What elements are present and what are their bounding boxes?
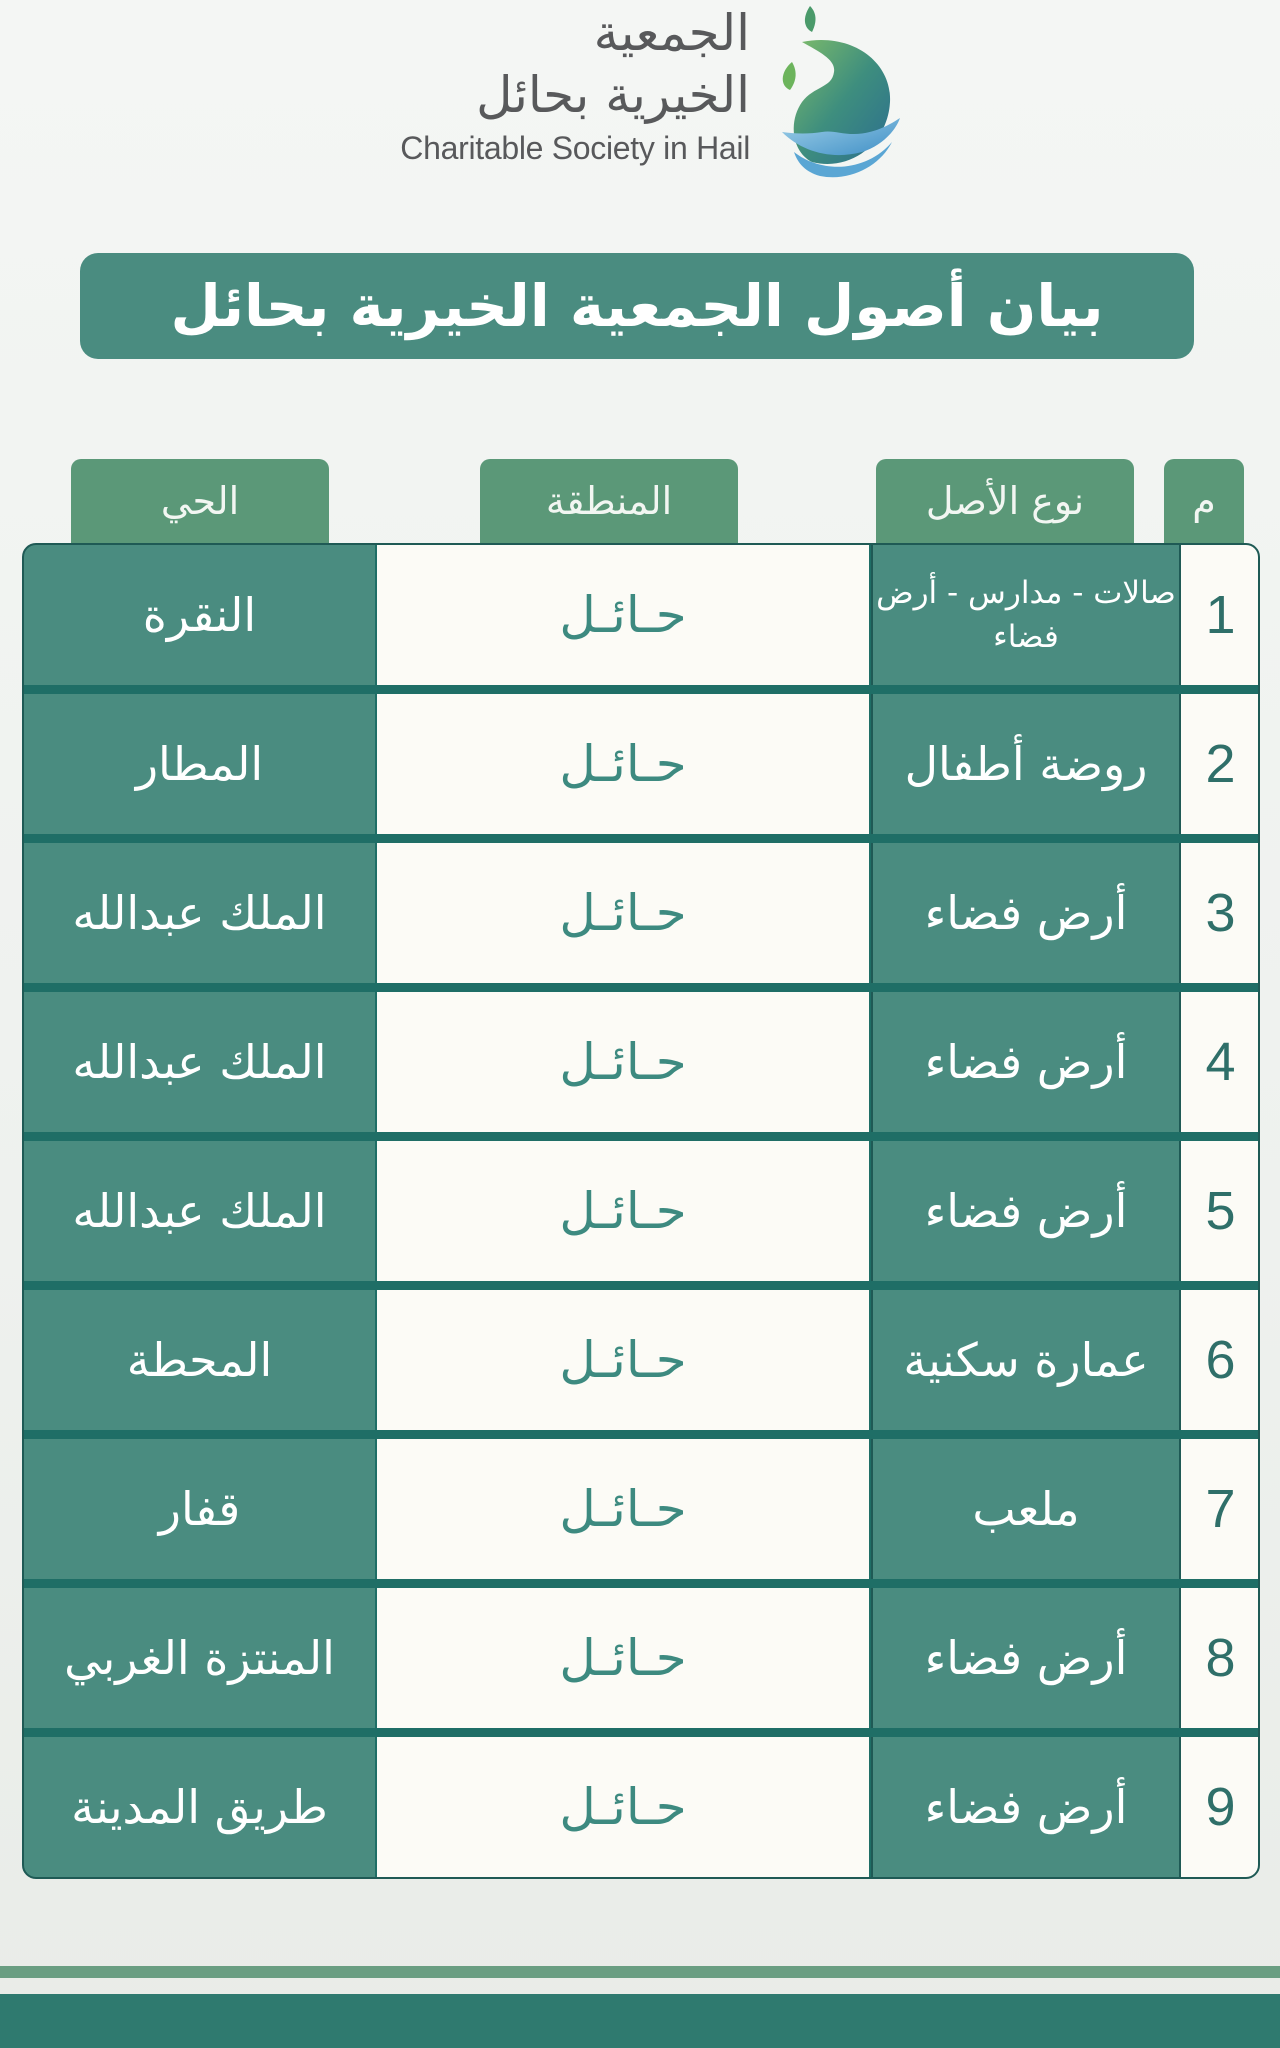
table-row xyxy=(24,843,1258,983)
asset-type-cell: أرض فضاء xyxy=(871,1737,1179,1877)
asset-type-cell: عمارة سكنية xyxy=(871,1290,1179,1430)
district-cell: الملك عبدالله xyxy=(24,992,375,1132)
asset-type-cell: أرض فضاء xyxy=(871,1588,1179,1728)
logo-english-name: Charitable Society in Hail xyxy=(400,130,750,166)
region-cell: حـائـل xyxy=(377,843,869,983)
table-row xyxy=(24,1737,1258,1877)
district-cell: المنتزة الغربي xyxy=(24,1588,375,1728)
region-cell: حـائـل xyxy=(377,694,869,834)
region-cell: حـائـل xyxy=(377,1737,869,1877)
region-cell: حـائـل xyxy=(377,1290,869,1430)
district-cell: المحطة xyxy=(24,1290,375,1430)
page-title: بيان أصول الجمعية الخيرية بحائل xyxy=(80,253,1194,359)
row-number-cell: 8 xyxy=(1179,1588,1260,1728)
table-row xyxy=(24,1588,1258,1728)
region-cell: حـائـل xyxy=(377,1588,869,1728)
district-cell: النقرة xyxy=(24,545,375,685)
region-cell: حـائـل xyxy=(377,992,869,1132)
logo-arabic-line2: الخيرية بحائل xyxy=(476,66,750,124)
footer-stripe-thick xyxy=(0,1994,1280,2048)
header-district: الحي xyxy=(71,459,329,543)
header-asset-type: نوع الأصل xyxy=(876,459,1134,543)
row-number-cell: 6 xyxy=(1179,1290,1260,1430)
asset-type-cell: أرض فضاء xyxy=(871,992,1179,1132)
district-cell: الملك عبدالله xyxy=(24,1141,375,1281)
asset-type-cell: صالات - مدارس - أرض فضاء xyxy=(871,545,1179,685)
row-number-cell: 1 xyxy=(1179,545,1260,685)
footer-stripe-thin xyxy=(0,1966,1280,1978)
logo-arabic-line1: الجمعية xyxy=(593,4,750,62)
asset-type-cell: أرض فضاء xyxy=(871,843,1179,983)
header-number: م xyxy=(1164,459,1244,543)
header-region: المنطقة xyxy=(480,459,738,543)
district-cell: قفار xyxy=(24,1439,375,1579)
asset-type-cell: ملعب xyxy=(871,1439,1179,1579)
asset-type-cell: روضة أطفال xyxy=(871,694,1179,834)
district-cell: الملك عبدالله xyxy=(24,843,375,983)
row-number-cell: 3 xyxy=(1179,843,1260,983)
table-row xyxy=(24,545,1258,685)
region-cell: حـائـل xyxy=(377,1141,869,1281)
row-number-cell: 5 xyxy=(1179,1141,1260,1281)
logo-text xyxy=(400,2,750,168)
row-number-cell: 4 xyxy=(1179,992,1260,1132)
district-cell: المطار xyxy=(24,694,375,834)
logo xyxy=(380,0,940,190)
asset-type-cell: أرض فضاء xyxy=(871,1141,1179,1281)
row-number-cell: 2 xyxy=(1179,694,1260,834)
table-row xyxy=(24,694,1258,834)
table-row xyxy=(24,1290,1258,1430)
row-number-cell: 7 xyxy=(1179,1439,1260,1579)
table-row xyxy=(24,1439,1258,1579)
district-cell: طريق المدينة xyxy=(24,1737,375,1877)
table-row xyxy=(24,992,1258,1132)
row-number-cell: 9 xyxy=(1179,1737,1260,1877)
table-row xyxy=(24,1141,1258,1281)
region-cell: حـائـل xyxy=(377,1439,869,1579)
region-cell: حـائـل xyxy=(377,545,869,685)
hand-leaf-icon xyxy=(762,2,902,182)
assets-table xyxy=(22,543,1260,1879)
